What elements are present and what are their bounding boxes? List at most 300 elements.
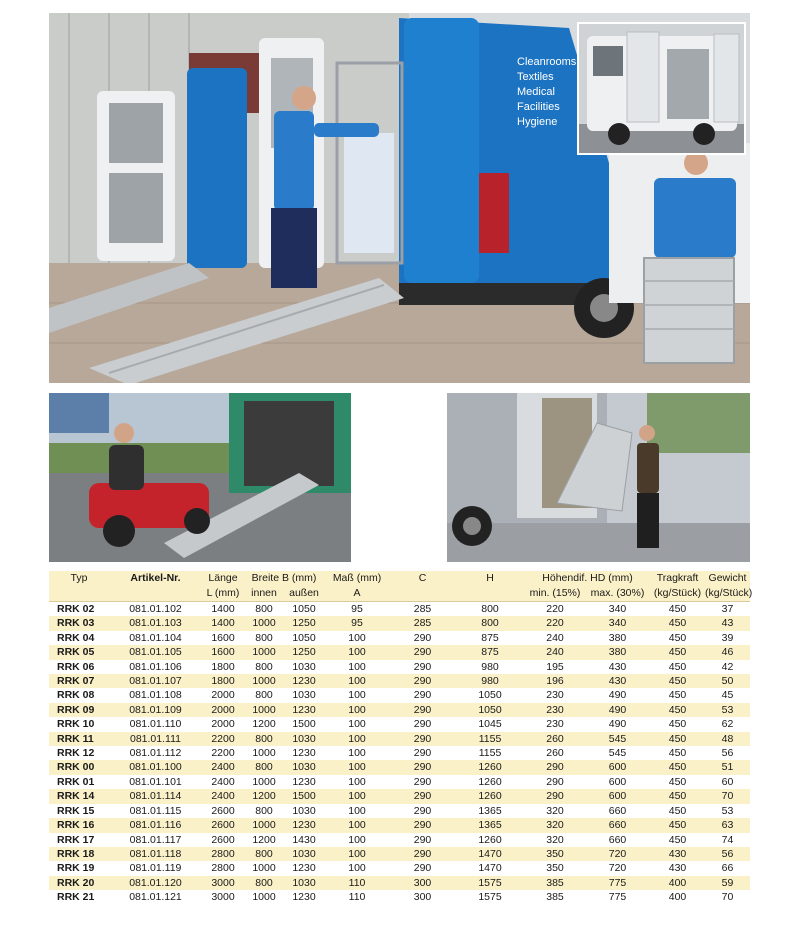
cell-breite-innen: 800 bbox=[244, 688, 284, 702]
cell-hd-max: 775 bbox=[585, 890, 650, 904]
cell-breite-innen: 1000 bbox=[244, 674, 284, 688]
cell-breite-aussen: 1250 bbox=[284, 616, 324, 630]
cell-hd-min: 320 bbox=[525, 804, 585, 818]
header-min: min. (15%) bbox=[525, 586, 585, 602]
header-a: A bbox=[324, 586, 390, 602]
cell-laenge: 2400 bbox=[202, 775, 244, 789]
cell-mass-a: 100 bbox=[324, 775, 390, 789]
cell-laenge: 1400 bbox=[202, 602, 244, 617]
cell-gewicht: 53 bbox=[705, 703, 750, 717]
cell-artikel-nr: 081.01.111 bbox=[109, 732, 202, 746]
table-row bbox=[49, 818, 750, 832]
logo-line: Textiles bbox=[517, 71, 554, 83]
cell-laenge: 2800 bbox=[202, 847, 244, 861]
cell-h: 1575 bbox=[455, 876, 525, 890]
cell-typ: RRK 09 bbox=[49, 703, 109, 717]
cell-breite-aussen: 1230 bbox=[284, 818, 324, 832]
cell-h: 1365 bbox=[455, 818, 525, 832]
cell-mass-a: 100 bbox=[324, 645, 390, 659]
cell-gewicht: 70 bbox=[705, 890, 750, 904]
cell-breite-innen: 1200 bbox=[244, 789, 284, 803]
header-h: H bbox=[455, 571, 525, 586]
table-row bbox=[49, 660, 750, 674]
cell-hd-min: 290 bbox=[525, 789, 585, 803]
logo-line: Cleanrooms bbox=[517, 56, 577, 68]
cell-gewicht: 51 bbox=[705, 760, 750, 774]
table-row bbox=[49, 847, 750, 861]
cell-h: 1050 bbox=[455, 688, 525, 702]
cell-typ: RRK 18 bbox=[49, 847, 109, 861]
cell-gewicht: 56 bbox=[705, 847, 750, 861]
cell-breite-innen: 800 bbox=[244, 804, 284, 818]
cell-gewicht: 43 bbox=[705, 616, 750, 630]
cell-breite-innen: 800 bbox=[244, 847, 284, 861]
cell-hd-min: 220 bbox=[525, 602, 585, 617]
cell-hd-min: 320 bbox=[525, 818, 585, 832]
cell-breite-aussen: 1030 bbox=[284, 660, 324, 674]
table-row bbox=[49, 602, 750, 617]
cell-tragkraft: 450 bbox=[650, 746, 705, 760]
cell-mass-a: 95 bbox=[324, 602, 390, 617]
table-row bbox=[49, 645, 750, 659]
header-empty bbox=[390, 586, 455, 602]
cell-c: 290 bbox=[390, 760, 455, 774]
cell-artikel-nr: 081.01.105 bbox=[109, 645, 202, 659]
cell-tragkraft: 430 bbox=[650, 847, 705, 861]
table-row bbox=[49, 760, 750, 774]
cell-h: 1045 bbox=[455, 717, 525, 731]
cell-h: 1260 bbox=[455, 775, 525, 789]
cell-hd-min: 195 bbox=[525, 660, 585, 674]
cell-mass-a: 100 bbox=[324, 660, 390, 674]
cell-hd-max: 660 bbox=[585, 804, 650, 818]
cell-typ: RRK 01 bbox=[49, 775, 109, 789]
cell-laenge: 2200 bbox=[202, 746, 244, 760]
cell-tragkraft: 450 bbox=[650, 818, 705, 832]
cell-h: 1365 bbox=[455, 804, 525, 818]
lawn-tractor-ramp-photo bbox=[49, 393, 351, 562]
cell-laenge: 1600 bbox=[202, 645, 244, 659]
cell-breite-innen: 800 bbox=[244, 760, 284, 774]
cell-artikel-nr: 081.01.103 bbox=[109, 616, 202, 630]
cell-breite-innen: 1200 bbox=[244, 833, 284, 847]
cell-laenge: 1600 bbox=[202, 631, 244, 645]
cell-tragkraft: 450 bbox=[650, 631, 705, 645]
cell-hd-max: 380 bbox=[585, 645, 650, 659]
cell-artikel-nr: 081.01.119 bbox=[109, 861, 202, 875]
cell-hd-max: 720 bbox=[585, 847, 650, 861]
cell-artikel-nr: 081.01.112 bbox=[109, 746, 202, 760]
cell-c: 290 bbox=[390, 660, 455, 674]
cell-breite-aussen: 1250 bbox=[284, 645, 324, 659]
cell-h: 980 bbox=[455, 674, 525, 688]
cell-breite-innen: 1000 bbox=[244, 775, 284, 789]
cell-typ: RRK 16 bbox=[49, 818, 109, 832]
cell-hd-max: 490 bbox=[585, 717, 650, 731]
cell-tragkraft: 450 bbox=[650, 833, 705, 847]
cell-tragkraft: 450 bbox=[650, 804, 705, 818]
cell-artikel-nr: 081.01.121 bbox=[109, 890, 202, 904]
header-mass: Maß (mm) bbox=[324, 571, 390, 586]
cell-typ: RRK 21 bbox=[49, 890, 109, 904]
cell-gewicht: 66 bbox=[705, 861, 750, 875]
header-empty bbox=[455, 586, 525, 602]
cell-breite-aussen: 1030 bbox=[284, 876, 324, 890]
cell-mass-a: 100 bbox=[324, 760, 390, 774]
cell-c: 285 bbox=[390, 602, 455, 617]
header-gewicht: Gewicht bbox=[705, 571, 750, 586]
cell-hd-max: 340 bbox=[585, 602, 650, 617]
cell-laenge: 1800 bbox=[202, 674, 244, 688]
cell-typ: RRK 05 bbox=[49, 645, 109, 659]
cell-c: 290 bbox=[390, 688, 455, 702]
cell-breite-innen: 800 bbox=[244, 602, 284, 617]
cell-tragkraft: 450 bbox=[650, 717, 705, 731]
cell-tragkraft: 450 bbox=[650, 760, 705, 774]
cell-typ: RRK 19 bbox=[49, 861, 109, 875]
cell-c: 290 bbox=[390, 674, 455, 688]
logo-line: Facilities bbox=[517, 101, 560, 113]
logo-line: Hygiene bbox=[517, 116, 558, 128]
cell-mass-a: 100 bbox=[324, 717, 390, 731]
cell-breite-innen: 800 bbox=[244, 876, 284, 890]
table-row bbox=[49, 861, 750, 875]
cell-typ: RRK 11 bbox=[49, 732, 109, 746]
van-logo-text bbox=[517, 55, 576, 130]
table-row bbox=[49, 703, 750, 717]
cell-c: 290 bbox=[390, 847, 455, 861]
cell-hd-max: 600 bbox=[585, 789, 650, 803]
cell-hd-min: 240 bbox=[525, 645, 585, 659]
cell-hd-min: 230 bbox=[525, 703, 585, 717]
cell-tragkraft: 450 bbox=[650, 703, 705, 717]
cell-breite-innen: 1000 bbox=[244, 890, 284, 904]
cell-tragkraft: 450 bbox=[650, 602, 705, 617]
cell-h: 1050 bbox=[455, 703, 525, 717]
cell-artikel-nr: 081.01.108 bbox=[109, 688, 202, 702]
cell-laenge: 2000 bbox=[202, 688, 244, 702]
header-row-1 bbox=[49, 571, 750, 586]
header-artikel-nr: Artikel-Nr. bbox=[109, 571, 202, 586]
cell-gewicht: 56 bbox=[705, 746, 750, 760]
cell-typ: RRK 10 bbox=[49, 717, 109, 731]
cell-hd-min: 196 bbox=[525, 674, 585, 688]
header-typ: Typ bbox=[49, 571, 109, 586]
header-aussen: außen bbox=[284, 586, 324, 602]
cell-laenge: 2400 bbox=[202, 789, 244, 803]
table-row bbox=[49, 804, 750, 818]
header-hoehendif: Höhendif. HD (mm) bbox=[525, 571, 650, 586]
cell-hd-max: 775 bbox=[585, 876, 650, 890]
header-empty bbox=[109, 586, 202, 602]
cell-laenge: 2600 bbox=[202, 833, 244, 847]
cell-breite-aussen: 1030 bbox=[284, 732, 324, 746]
table-row bbox=[49, 616, 750, 630]
cell-typ: RRK 07 bbox=[49, 674, 109, 688]
cell-gewicht: 53 bbox=[705, 804, 750, 818]
cell-hd-min: 220 bbox=[525, 616, 585, 630]
cell-artikel-nr: 081.01.109 bbox=[109, 703, 202, 717]
table-row bbox=[49, 833, 750, 847]
cell-gewicht: 39 bbox=[705, 631, 750, 645]
cell-gewicht: 45 bbox=[705, 688, 750, 702]
cell-gewicht: 48 bbox=[705, 732, 750, 746]
cell-artikel-nr: 081.01.100 bbox=[109, 760, 202, 774]
cell-h: 1155 bbox=[455, 732, 525, 746]
cell-mass-a: 100 bbox=[324, 833, 390, 847]
cell-tragkraft: 450 bbox=[650, 616, 705, 630]
cell-mass-a: 100 bbox=[324, 746, 390, 760]
cell-breite-innen: 1000 bbox=[244, 746, 284, 760]
header-innen: innen bbox=[244, 586, 284, 602]
spec-table-body bbox=[49, 602, 750, 905]
header-breite: Breite B (mm) bbox=[244, 571, 324, 586]
cell-breite-innen: 800 bbox=[244, 631, 284, 645]
cell-breite-aussen: 1230 bbox=[284, 703, 324, 717]
cell-h: 1575 bbox=[455, 890, 525, 904]
cell-hd-min: 350 bbox=[525, 861, 585, 875]
cell-tragkraft: 450 bbox=[650, 789, 705, 803]
cell-gewicht: 46 bbox=[705, 645, 750, 659]
cell-h: 1155 bbox=[455, 746, 525, 760]
cell-mass-a: 100 bbox=[324, 847, 390, 861]
header-tragkraft-unit: (kg/Stück) bbox=[650, 586, 705, 602]
table-row bbox=[49, 775, 750, 789]
cell-hd-max: 380 bbox=[585, 631, 650, 645]
cell-c: 290 bbox=[390, 645, 455, 659]
cell-hd-max: 430 bbox=[585, 674, 650, 688]
cell-c: 290 bbox=[390, 818, 455, 832]
table-row bbox=[49, 631, 750, 645]
cell-hd-min: 290 bbox=[525, 760, 585, 774]
cell-gewicht: 50 bbox=[705, 674, 750, 688]
cell-laenge: 2600 bbox=[202, 804, 244, 818]
cell-c: 300 bbox=[390, 890, 455, 904]
cell-mass-a: 95 bbox=[324, 616, 390, 630]
cell-typ: RRK 15 bbox=[49, 804, 109, 818]
table-row bbox=[49, 674, 750, 688]
cell-breite-aussen: 1430 bbox=[284, 833, 324, 847]
cell-h: 875 bbox=[455, 631, 525, 645]
cell-breite-aussen: 1230 bbox=[284, 861, 324, 875]
cell-breite-innen: 1000 bbox=[244, 818, 284, 832]
cell-hd-min: 230 bbox=[525, 688, 585, 702]
cell-hd-min: 385 bbox=[525, 876, 585, 890]
cell-gewicht: 59 bbox=[705, 876, 750, 890]
cell-tragkraft: 450 bbox=[650, 645, 705, 659]
cell-laenge: 2000 bbox=[202, 717, 244, 731]
cell-c: 290 bbox=[390, 789, 455, 803]
cell-hd-min: 260 bbox=[525, 746, 585, 760]
cell-c: 290 bbox=[390, 861, 455, 875]
cell-laenge: 1400 bbox=[202, 616, 244, 630]
cell-typ: RRK 00 bbox=[49, 760, 109, 774]
cell-artikel-nr: 081.01.115 bbox=[109, 804, 202, 818]
cell-gewicht: 37 bbox=[705, 602, 750, 617]
cell-tragkraft: 430 bbox=[650, 861, 705, 875]
cell-c: 290 bbox=[390, 746, 455, 760]
cell-breite-aussen: 1500 bbox=[284, 717, 324, 731]
cell-tragkraft: 450 bbox=[650, 660, 705, 674]
cell-tragkraft: 450 bbox=[650, 688, 705, 702]
cell-typ: RRK 17 bbox=[49, 833, 109, 847]
cell-tragkraft: 450 bbox=[650, 732, 705, 746]
cell-h: 1260 bbox=[455, 789, 525, 803]
header-laenge: Länge bbox=[202, 571, 244, 586]
cell-gewicht: 62 bbox=[705, 717, 750, 731]
cell-hd-max: 660 bbox=[585, 818, 650, 832]
cell-mass-a: 110 bbox=[324, 890, 390, 904]
cell-breite-aussen: 1230 bbox=[284, 775, 324, 789]
table-row bbox=[49, 789, 750, 803]
table-row bbox=[49, 746, 750, 760]
cell-artikel-nr: 081.01.116 bbox=[109, 818, 202, 832]
header-l-mm: L (mm) bbox=[202, 586, 244, 602]
cell-hd-min: 320 bbox=[525, 833, 585, 847]
cell-hd-min: 230 bbox=[525, 717, 585, 731]
cell-mass-a: 100 bbox=[324, 861, 390, 875]
spec-table bbox=[49, 571, 753, 905]
cell-laenge: 2200 bbox=[202, 732, 244, 746]
cell-breite-aussen: 1030 bbox=[284, 760, 324, 774]
cell-typ: RRK 03 bbox=[49, 616, 109, 630]
cell-hd-min: 290 bbox=[525, 775, 585, 789]
van-side-ramp-photo bbox=[447, 393, 750, 562]
cell-mass-a: 100 bbox=[324, 789, 390, 803]
cell-laenge: 1800 bbox=[202, 660, 244, 674]
cell-c: 290 bbox=[390, 703, 455, 717]
cell-gewicht: 74 bbox=[705, 833, 750, 847]
cell-mass-a: 100 bbox=[324, 631, 390, 645]
header-empty bbox=[49, 586, 109, 602]
cell-breite-aussen: 1230 bbox=[284, 674, 324, 688]
cell-c: 290 bbox=[390, 804, 455, 818]
cell-breite-aussen: 1230 bbox=[284, 890, 324, 904]
cell-hd-max: 600 bbox=[585, 760, 650, 774]
cell-typ: RRK 08 bbox=[49, 688, 109, 702]
cell-hd-max: 545 bbox=[585, 732, 650, 746]
cell-hd-min: 260 bbox=[525, 732, 585, 746]
header-c: C bbox=[390, 571, 455, 586]
cell-h: 800 bbox=[455, 616, 525, 630]
cell-hd-max: 600 bbox=[585, 775, 650, 789]
cell-c: 300 bbox=[390, 876, 455, 890]
table-row bbox=[49, 717, 750, 731]
cell-tragkraft: 400 bbox=[650, 890, 705, 904]
cell-typ: RRK 06 bbox=[49, 660, 109, 674]
cell-typ: RRK 12 bbox=[49, 746, 109, 760]
cell-hd-max: 340 bbox=[585, 616, 650, 630]
cell-artikel-nr: 081.01.102 bbox=[109, 602, 202, 617]
cell-mass-a: 100 bbox=[324, 818, 390, 832]
cell-breite-aussen: 1030 bbox=[284, 847, 324, 861]
cell-laenge: 2800 bbox=[202, 861, 244, 875]
header-row-2 bbox=[49, 586, 750, 602]
cell-c: 290 bbox=[390, 775, 455, 789]
table-row bbox=[49, 688, 750, 702]
cell-hd-min: 385 bbox=[525, 890, 585, 904]
cell-mass-a: 100 bbox=[324, 703, 390, 717]
cell-tragkraft: 400 bbox=[650, 876, 705, 890]
cell-artikel-nr: 081.01.110 bbox=[109, 717, 202, 731]
cell-c: 290 bbox=[390, 631, 455, 645]
cell-artikel-nr: 081.01.101 bbox=[109, 775, 202, 789]
cell-artikel-nr: 081.01.107 bbox=[109, 674, 202, 688]
cell-hd-max: 430 bbox=[585, 660, 650, 674]
cell-gewicht: 60 bbox=[705, 775, 750, 789]
cell-artikel-nr: 081.01.117 bbox=[109, 833, 202, 847]
cell-h: 980 bbox=[455, 660, 525, 674]
cell-breite-innen: 1000 bbox=[244, 861, 284, 875]
table-row bbox=[49, 732, 750, 746]
van-rear-inset-photo bbox=[577, 22, 746, 155]
header-gewicht-unit: (kg/Stück) bbox=[705, 586, 750, 602]
table-row bbox=[49, 876, 750, 890]
cell-breite-aussen: 1030 bbox=[284, 688, 324, 702]
cell-hd-max: 490 bbox=[585, 703, 650, 717]
cell-c: 285 bbox=[390, 616, 455, 630]
cell-gewicht: 42 bbox=[705, 660, 750, 674]
cell-artikel-nr: 081.01.114 bbox=[109, 789, 202, 803]
cell-h: 875 bbox=[455, 645, 525, 659]
cell-typ: RRK 04 bbox=[49, 631, 109, 645]
cell-artikel-nr: 081.01.118 bbox=[109, 847, 202, 861]
cell-h: 1260 bbox=[455, 833, 525, 847]
cell-breite-innen: 800 bbox=[244, 660, 284, 674]
cell-breite-innen: 800 bbox=[244, 732, 284, 746]
cell-hd-max: 490 bbox=[585, 688, 650, 702]
cell-gewicht: 63 bbox=[705, 818, 750, 832]
cell-breite-innen: 1000 bbox=[244, 703, 284, 717]
cell-gewicht: 70 bbox=[705, 789, 750, 803]
cell-typ: RRK 02 bbox=[49, 602, 109, 617]
cell-mass-a: 100 bbox=[324, 804, 390, 818]
cell-laenge: 2000 bbox=[202, 703, 244, 717]
cell-laenge: 2400 bbox=[202, 760, 244, 774]
cell-c: 290 bbox=[390, 833, 455, 847]
cell-h: 1260 bbox=[455, 760, 525, 774]
cell-hd-max: 545 bbox=[585, 746, 650, 760]
ramp-spec-table bbox=[49, 571, 753, 905]
cell-h: 1470 bbox=[455, 861, 525, 875]
header-tragkraft: Tragkraft bbox=[650, 571, 705, 586]
cell-breite-innen: 1000 bbox=[244, 616, 284, 630]
cell-mass-a: 100 bbox=[324, 688, 390, 702]
cell-mass-a: 110 bbox=[324, 876, 390, 890]
cell-laenge: 3000 bbox=[202, 890, 244, 904]
header-max: max. (30%) bbox=[585, 586, 650, 602]
cell-breite-aussen: 1050 bbox=[284, 631, 324, 645]
table-row bbox=[49, 890, 750, 904]
cell-breite-innen: 1200 bbox=[244, 717, 284, 731]
cell-artikel-nr: 081.01.104 bbox=[109, 631, 202, 645]
cell-laenge: 2600 bbox=[202, 818, 244, 832]
cell-h: 1470 bbox=[455, 847, 525, 861]
cell-breite-aussen: 1030 bbox=[284, 804, 324, 818]
cell-hd-max: 660 bbox=[585, 833, 650, 847]
cell-artikel-nr: 081.01.106 bbox=[109, 660, 202, 674]
cell-breite-aussen: 1500 bbox=[284, 789, 324, 803]
cell-hd-min: 240 bbox=[525, 631, 585, 645]
cell-breite-aussen: 1230 bbox=[284, 746, 324, 760]
cell-breite-aussen: 1050 bbox=[284, 602, 324, 617]
logo-line: Medical bbox=[517, 86, 555, 98]
cell-tragkraft: 450 bbox=[650, 775, 705, 789]
cell-artikel-nr: 081.01.120 bbox=[109, 876, 202, 890]
cell-c: 290 bbox=[390, 732, 455, 746]
cell-laenge: 3000 bbox=[202, 876, 244, 890]
cell-hd-min: 350 bbox=[525, 847, 585, 861]
